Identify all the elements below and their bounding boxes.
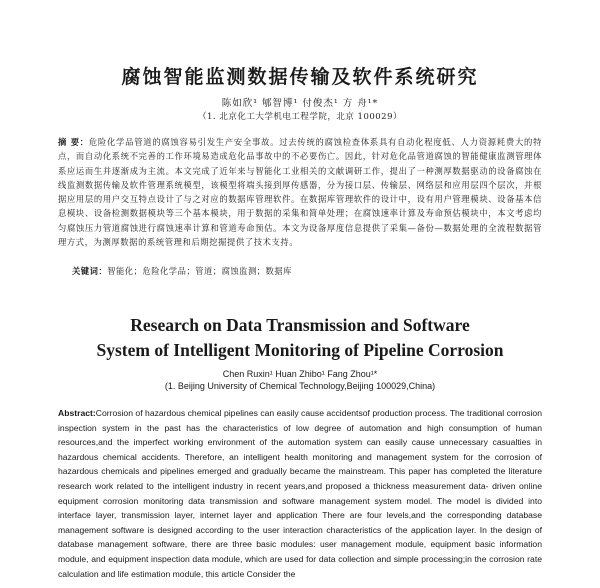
- chinese-keywords-text: 智能化；危险化学品；管道；腐蚀监测；数据库: [107, 266, 292, 276]
- chinese-keywords-label: 关键词：: [72, 266, 108, 276]
- english-abstract-label: Abstract:: [58, 408, 96, 418]
- chinese-keywords: [72, 264, 542, 278]
- chinese-authors: 陈如欣¹ 郇智博¹ 付俊杰¹ 方 舟¹*: [221, 98, 379, 109]
- chinese-affiliation: （1. 北京化工大学机电工程学院，北京 100029）: [198, 112, 402, 122]
- english-title: [0, 313, 600, 363]
- english-abstract: [58, 406, 542, 588]
- chinese-abstract: [58, 135, 542, 249]
- chinese-title: 腐蚀智能监测数据传输及软件系统研究: [121, 66, 479, 88]
- english-authors: Chen Ruxin¹ Huan Zhibo¹ Fang Zhou¹*: [222, 369, 378, 379]
- english-title-line-2: System of Intelligent Monitoring of Pipeline Corrosion: [96, 340, 504, 360]
- english-affiliation: (1. Beijing University of Chemical Technology,Beijing 100029,China): [164, 381, 436, 391]
- chinese-abstract-text: 危险化学品管道的腐蚀容易引发生产安全事故。过去传统的腐蚀检查体系具有自动化程度低、人力资源耗费大的特点，而自动化系统不完善的工作环境易造成危化品事故中的不必要伤亡。因此，针对危化品管道腐蚀的智能健康监测管理体系应运而生并逐渐成为主流。本文完成了近年来与智能化工业相关的文献调研工作，提出了一种测厚数据驱动的设备腐蚀在线监测数据传输及软件管理系统模型，该模型将端头接到厚传感器，分为接口层、传输层、网络层和应用层四个层次，并根据应用层的用户交互特点设计了与之对应的数据库管理软件。在数据库管理软件的设计中，设有用户管理模块、设备基本信息模块、设备检测数据模块等三个基本模块，用于数据的采集和简单处理；在腐蚀速率计算及寿命预估模块中，本文考虑均匀腐蚀压力管道腐蚀进行腐蚀速率计算和管道寿命预估。本文为设备厚度信息提供了采集—备份—数据处理的全流程数据管理方式，为测厚数据的系统管理和后期挖掘提供了技术支持。: [58, 137, 542, 248]
- english-title-line-1: Research on Data Transmission and Software: [130, 315, 470, 335]
- chinese-abstract-label: 摘 要：: [58, 137, 89, 147]
- english-abstract-text: Corrosion of hazardous chemical pipelines can easily cause accidentsof production process. The traditional corrosion inspection system in the past has the characteristics of low degree of automation and high consumption of human resources,and the imperfect working environment of the automation system can easily cause unnecessary casualties in hazardous chemical accidents. Therefore, an intelligent health monitoring and management system for the corrosion of hazardous chemicals and pipelines emerged and gradually became the mainstream. This paper has completed the literature research work related to the intelligent industry in recent years,and proposed a thickness measurement data- driven online equipment corrosion monitoring data transmission and software management system model. The model is divided into interface layer, transmission layer, internet layer and application There are four levels,and the corresponding database management software is designed according to the user interaction characteristics of the application layer. In the design of database management software, there are three basic modules: user management module, equipment basic information module, and equipment inspection data module, which are used for data collection and simple processing;in the corrosion rate calculation and life estimation module, this article Consider the: [58, 408, 542, 579]
